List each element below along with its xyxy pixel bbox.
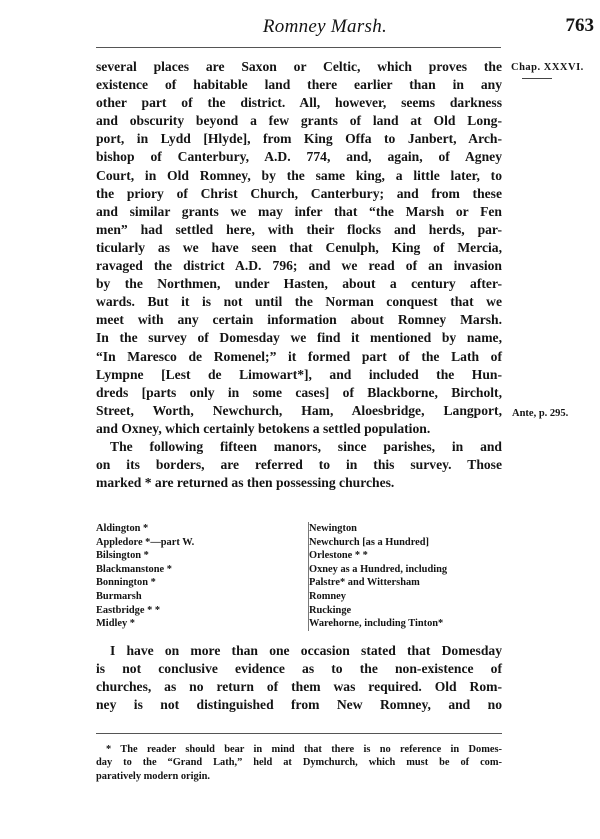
ante-margin-note: Ante, p. 295. (512, 408, 569, 419)
text-line: other part of the district. All, however, seems darkness (96, 95, 502, 111)
footnote-line: * The reader should bear in mind that there is no reference in Domes- (106, 744, 502, 755)
manor-column-left (96, 522, 296, 631)
running-title: Romney Marsh. (262, 16, 388, 37)
text-line: “In Maresco de Romenel;” it formed part of the Lath of (96, 348, 502, 364)
text-line: on its borders, are referred to in this survey. Those (96, 457, 502, 473)
footnote-line: paratively modern origin. (96, 770, 210, 782)
text-line: dreds [parts only in some cases] of Blackborne, Bircholt, (96, 384, 502, 400)
manor-item: Warehorne, including Tinton* (309, 618, 444, 630)
text-line: Court, in Old Romney, by the same king, a little later, to (96, 167, 502, 183)
manor-item: Aldington * (96, 523, 149, 534)
text-line: I have on more than one occasion stated that Domesday (110, 643, 502, 658)
manor-item: Eastbridge * * (96, 604, 161, 616)
manor-column-right (308, 522, 509, 631)
text-line: Lympne [Lest de Limowart*], and included the Hun- (96, 366, 502, 382)
text-line: and Oxney, which certainly betokens a settled population. (96, 420, 431, 436)
manor-item: Blackmanstone * (96, 563, 172, 575)
manor-item: Newington (309, 523, 357, 534)
text-line: ticularly as we have seen that Cenulph, King of Mercia, (96, 239, 502, 255)
text-line: men” had settled here, with their flocks and herds, par- (96, 221, 502, 237)
text-line: ney is not distinguished from New Romney, and no (96, 697, 502, 713)
manor-item: Ruckinge (309, 604, 352, 616)
manor-item: Bilsington * (96, 550, 149, 562)
main-text-block (96, 58, 502, 492)
closing-text-block (96, 642, 502, 714)
manor-item: Bonnington * (96, 577, 156, 589)
header-rule (96, 47, 501, 48)
text-line: wards. But it is not until the Norman conquest that we (96, 294, 502, 310)
text-line: and obscurity beyond a few grants of land at Old Long- (96, 113, 502, 129)
text-line: marked * are returned as then possessing churches. (96, 475, 395, 491)
manor-item: Newchurch [as a Hundred] (309, 536, 429, 548)
text-line: is not conclusive evidence as to the non-existence of (96, 661, 502, 677)
footnote-rule (96, 733, 502, 734)
manor-item: Romney (309, 590, 346, 602)
chapter-note-rule (522, 78, 552, 79)
text-line: Street, Worth, Newchurch, Ham, Aloesbridge, Langport, (96, 402, 502, 418)
text-line: ravaged the district A.D. 796; and we read of an invasion (96, 258, 502, 274)
page-number: 763 (565, 15, 594, 36)
manor-item: Orlestone * * (309, 550, 368, 562)
text-line: port, in Lydd [Hlyde], from King Offa to Janbert, Arch- (96, 131, 502, 147)
text-line: existence of habitable land there earlier than in any (96, 77, 502, 93)
manor-item: Appledore *—part W. (96, 536, 195, 548)
footnote-line: day to the “Grand Lath,” held at Dymchurch, which must be of com- (96, 757, 502, 769)
manor-item: Palstre* and Wittersham (309, 577, 420, 589)
manor-item: Burmarsh (96, 590, 142, 602)
text-line: the priory of Christ Church, Canterbury; and from these (96, 185, 502, 201)
text-line: The following fifteen manors, since parishes, in and (110, 438, 502, 454)
chapter-margin-note: Chap. XXXVI. (511, 62, 584, 73)
text-line: In the survey of Domesday we find it mentioned by name, (96, 330, 502, 346)
footnote (96, 743, 502, 783)
text-line: several places are Saxon or Celtic, which proves the (96, 59, 502, 74)
text-line: churches, as no return of them was required. Old Rom- (96, 679, 502, 695)
text-line: bishop of Canterbury, A.D. 774, and, again, of Agney (96, 149, 502, 165)
text-line: and similar grants we may infer that “the Marsh or Fen (96, 203, 502, 219)
text-line: meet with any certain information about Romney Marsh. (96, 312, 502, 328)
manor-item: Midley * (96, 618, 135, 630)
text-line: by the Northmen, under Hasten, about a century after- (96, 276, 502, 292)
manor-item: Oxney as a Hundred, including (309, 563, 448, 575)
